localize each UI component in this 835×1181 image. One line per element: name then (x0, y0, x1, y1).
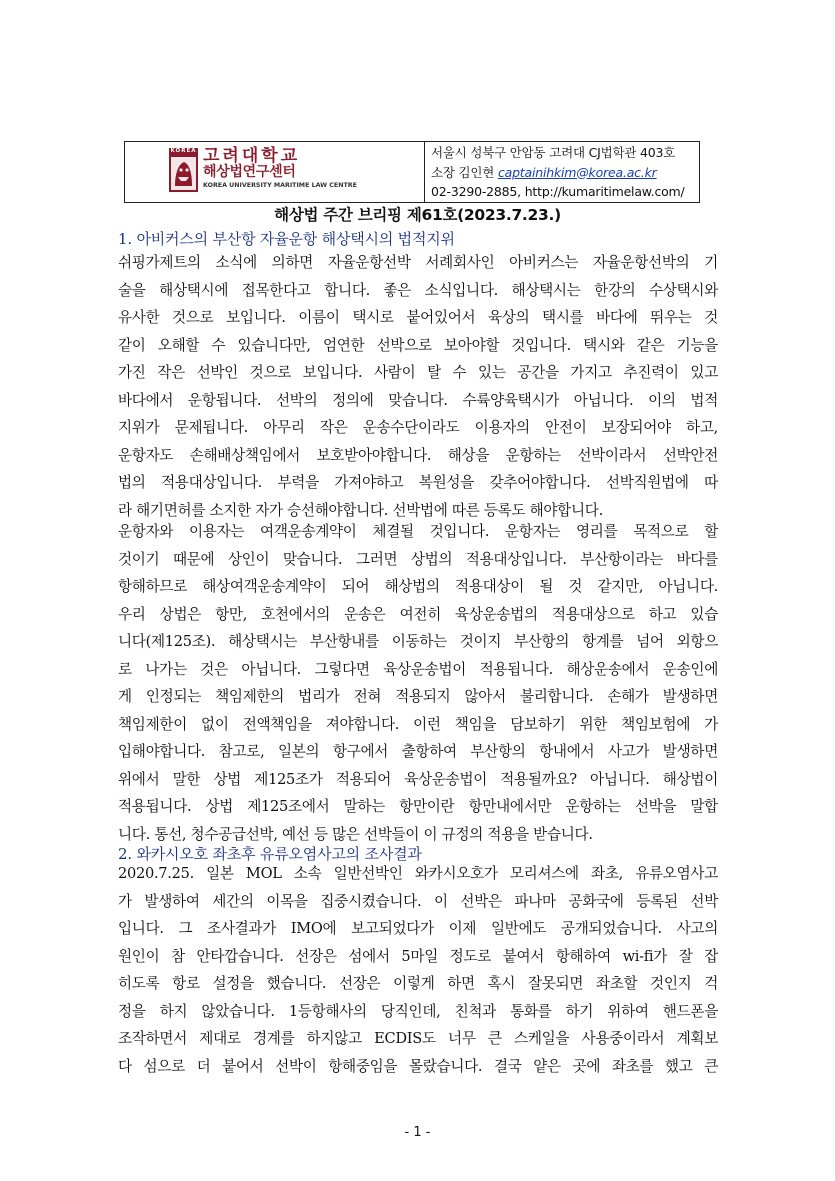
logo-korea-label: KOREA (170, 148, 197, 154)
text-line: 원인이 참 안타깝습니다. 선장은 섬에서 5마일 정도로 붙여서 항해하여 wi-fi가 잘 잡 (118, 947, 718, 965)
phone-web-line: 02-3290-2885, http://kumaritimelaw.com/ (431, 184, 685, 199)
text-line: 지위가 문제됩니다. 아무리 작은 운송수단이라도 이용자의 안전이 보장되어야 하고, (118, 419, 718, 436)
text-line: 라 해기면허를 소지한 자가 승선해야합니다. 선박법에 따른 등록도 해야합니다. (118, 501, 603, 519)
text-line: 다 섬으로 더 붙어서 선박이 항해중임을 몰랐습니다. 결국 얕은 곳에 좌초를 했고 큰 (118, 1057, 718, 1075)
text-line: 바다에서 운항됩니다. 선박의 정의에 맞습니다. 수륙양육택시가 아닙니다. 이의 법적 (118, 391, 718, 409)
text-line: 니다(제125조). 해상택시는 부산항내를 이동하는 것이지 부산항의 항계를 넘어 외항으 (118, 633, 718, 650)
text-line: 게 인정되는 책임제한의 법리가 전혀 적용되지 않아서 불리합니다. 손해가 발생하면 (118, 688, 718, 705)
briefing-title: 해상법 주간 브리핑 제61호(2023.7.23.) (274, 206, 561, 224)
text-line: 가 발생하여 세간의 이목을 집중시켰습니다. 이 선박은 파나마 공화국에 등록된 선박 (118, 892, 718, 910)
text-line: 운항자와 이용자는 여객운송계약이 체결될 것입니다. 운항자는 영리를 목적으로 할 (118, 523, 718, 540)
header-table (124, 141, 700, 203)
text-line: 쉬핑가제트의 소식에 의하면 자율운항선박 서례회사인 아비커스는 자율운항선박의 기 (118, 254, 718, 271)
section-2-paragraph-1 (118, 860, 718, 1080)
text-line: 것이기 때문에 상인이 맞습니다. 그러면 상법의 적용대상입니다. 부산항이라는 바다를 (118, 550, 718, 568)
text-line: 히도록 항로 설정을 했습니다. 선장은 이렇게 하면 혹시 잘못되면 좌초할 것인지 걱 (118, 975, 718, 992)
text-line: 술을 해상택시에 접목한다고 합니다. 좋은 소식입니다. 해상택시는 한강의 수상택시와 (118, 281, 718, 299)
center-english-name: KOREA UNIVERSITY MARITIME LAW CENTRE (203, 182, 357, 189)
director-label: 소장 김인현 (431, 164, 498, 180)
text-line: 적용됩니다. 상법 제125조에서 말하는 항만이란 항만내에서만 운항하는 선박을 말합 (118, 798, 718, 815)
text-line: 법의 적용대상입니다. 부력을 가져야하고 복원성을 갖추어야합니다. 선박직원법에 따 (118, 474, 718, 491)
director-line (431, 163, 693, 183)
text-line: 위에서 말한 상법 제125조가 적용되어 육상운송법이 적용될까요? 아닙니다. 해상법이 (118, 770, 718, 788)
section-1-heading: 1. 아비커스의 부산항 자율운항 해상택시의 법적지위 (118, 230, 455, 248)
university-name: 고려대학교 (203, 146, 301, 166)
text-line: 유사한 것으로 보입니다. 이름이 택시로 붙어있어서 육상의 택시를 바다에 뛰우는 것 (118, 309, 718, 326)
text-line: 운항자도 손해배상책임에서 보호받아야합니다. 해상을 운항하는 선박이라서 선박안전 (118, 446, 718, 464)
section-1-paragraph-2 (118, 518, 718, 848)
text-line: 입니다. 그 조사결과가 IMO에 보고되었다가 이제 일반에도 공개되었습니다. 사고의 (118, 920, 718, 937)
section-1-paragraph-1 (118, 249, 718, 524)
contact-info-cell (425, 142, 699, 202)
text-line: 조작하면서 제대로 경계를 하지않고 ECDIS도 너무 큰 스케일을 사용중이라서 계획보 (118, 1030, 718, 1047)
email-link[interactable]: captainihkim@korea.ac.kr (497, 164, 657, 180)
text-line: 가진 작은 선박인 것으로 보입니다. 사람이 탈 수 있는 공간을 가지고 추진력이 있고 (118, 364, 718, 381)
text-line: 정을 하지 않았습니다. 1등항해사의 당직인데, 친척과 통화를 하기 위하여 핸드폰을 (118, 1002, 718, 1020)
text-line: 로 나가는 것은 아닙니다. 그렇다면 육상운송법이 적용됩니다. 해상운송에서 운송인에 (118, 660, 718, 678)
center-name: 해상법연구센터 (203, 164, 296, 180)
text-line: 니다. 통선, 청수공급선박, 예선 등 많은 선박들이 이 규정의 적용을 받습니다. (118, 825, 593, 843)
text-line: 2020.7.25. 일본 MOL 소속 일반선박인 와카시오호가 모리셔스에 좌초, 유류오염사고 (118, 865, 718, 882)
logo-cell (125, 142, 425, 202)
address-line: 서울시 성북구 안암동 고려대 CJ법학관 403호 (431, 145, 676, 160)
section-2-heading: 2. 와카시오호 좌초후 유류오염사고의 조사결과 (118, 845, 422, 863)
text-line: 입해야합니다. 참고로, 일본의 항구에서 출항하여 부산항의 항내에서 사고가 발생하면 (118, 743, 718, 760)
text-line: 같이 오해할 수 있습니다만, 엄연한 선박으로 보아야할 것입니다. 택시와 같은 기능을 (118, 336, 718, 354)
page-number: - 1 - (404, 1125, 431, 1140)
text-line: 책임제한이 없이 전액책임을 져야합니다. 이런 책임을 담보하기 위한 책임보험에 가 (118, 715, 718, 733)
text-line: 우리 상법은 항만, 호천에서의 운송은 여전히 육상운송법의 적용대상으로 하고 있습 (118, 605, 718, 623)
text-line: 항해하므로 해상여객운송계약이 되어 해상법의 적용대상이 될 것 같지만, 아닙니다. (118, 578, 718, 595)
